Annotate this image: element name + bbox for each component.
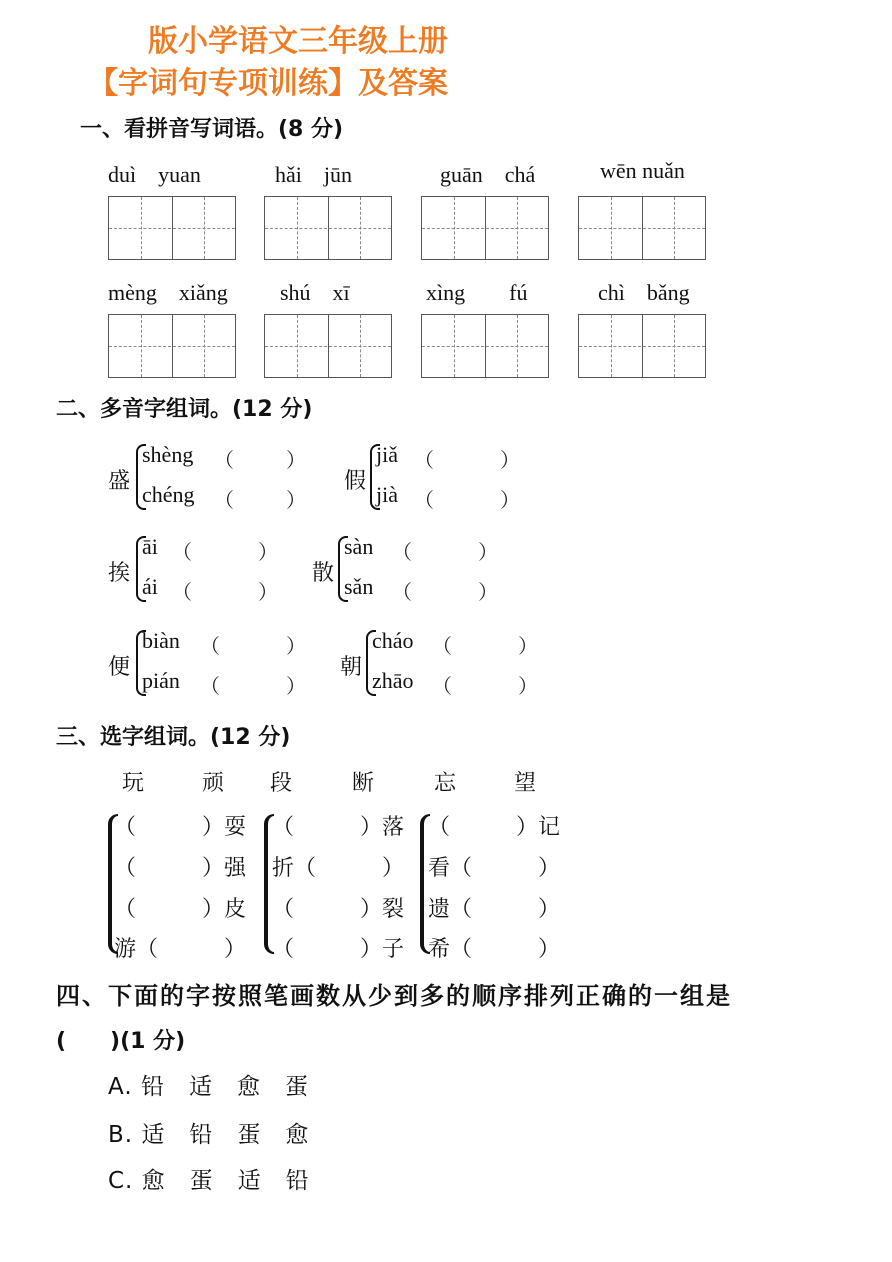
fill-item: 希（ ）	[428, 937, 561, 962]
writing-box[interactable]	[421, 314, 549, 378]
paren-close: ）	[518, 674, 538, 698]
option-a[interactable]: A. 铅 适 愈 蛋	[108, 1074, 309, 1100]
pinyin-label: guān chá	[440, 162, 536, 187]
pinyin-label: chì bǎng	[598, 280, 690, 305]
pinyin-label: hǎi jūn	[275, 162, 352, 187]
paren-close: ）	[286, 488, 306, 512]
paren-close: ）	[500, 448, 520, 472]
polyphone-char: 便	[108, 655, 131, 680]
fill-item: 折（ ）	[272, 856, 405, 881]
choice-char: 顽	[202, 771, 225, 796]
pinyin-label: mèng xiǎng	[108, 280, 228, 305]
section4-score: ( )(1 分)	[56, 1029, 186, 1054]
choice-char: 望	[514, 771, 537, 796]
section3-title: 三、选字组词。(12 分)	[56, 725, 291, 750]
fill-item: （ ）强	[114, 856, 247, 881]
writing-box[interactable]	[108, 196, 236, 260]
paren-open: （	[414, 488, 434, 512]
writing-box[interactable]	[578, 196, 706, 260]
option-c[interactable]: C. 愈 蛋 适 铅	[108, 1168, 310, 1194]
doc-title-line1: 版小学语文三年级上册	[148, 24, 448, 59]
choice-char: 玩	[122, 771, 145, 796]
reading: āi	[142, 534, 158, 559]
paren-open: （	[392, 540, 412, 564]
polyphone-char: 盛	[108, 469, 131, 494]
fill-item: 遗（ ）	[428, 897, 561, 922]
fill-item: 游（ ）	[114, 937, 247, 962]
fill-item: （ ）落	[272, 815, 405, 840]
section4-title: 四、下面的字按照笔画数从少到多的顺序排列正确的一组是	[56, 982, 732, 1010]
polyphone-char: 挨	[108, 561, 131, 586]
paren-open: （	[200, 674, 220, 698]
paren-close: ）	[500, 488, 520, 512]
fill-item: （ ）裂	[272, 897, 405, 922]
writing-box[interactable]	[108, 314, 236, 378]
option-b[interactable]: B. 适 铅 蛋 愈	[108, 1122, 310, 1148]
reading: sǎn	[344, 574, 374, 599]
polyphone-char: 朝	[340, 655, 363, 680]
reading: pián	[142, 668, 180, 693]
fill-item: （ ）耍	[114, 815, 247, 840]
paren-open: （	[214, 448, 234, 472]
paren-open: （	[172, 540, 192, 564]
paren-open: （	[414, 448, 434, 472]
polyphone-char: 假	[344, 469, 367, 494]
pinyin-label: wēn nuǎn	[600, 158, 685, 183]
reading: ái	[142, 574, 158, 599]
polyphone-char: 散	[312, 561, 335, 586]
paren-close: ）	[258, 540, 278, 564]
paren-close: ）	[258, 580, 278, 604]
fill-item: （ ）子	[272, 937, 405, 962]
paren-close: ）	[478, 540, 498, 564]
fill-item: （ ）皮	[114, 897, 247, 922]
reading: shèng	[142, 442, 194, 467]
doc-title-line2: 【字词句专项训练】及答案	[88, 66, 448, 101]
paren-close: ）	[518, 634, 538, 658]
fill-item: 看（ ）	[428, 856, 561, 881]
writing-box[interactable]	[264, 196, 392, 260]
paren-open: （	[172, 580, 192, 604]
paren-open: （	[392, 580, 412, 604]
reading: zhāo	[372, 668, 414, 693]
paren-close: ）	[478, 580, 498, 604]
pinyin-label: shú xī	[280, 280, 350, 305]
reading: biàn	[142, 628, 180, 653]
writing-box[interactable]	[264, 314, 392, 378]
reading: chéng	[142, 482, 195, 507]
paren-open: （	[214, 488, 234, 512]
reading: cháo	[372, 628, 414, 653]
paren-close: ）	[286, 448, 306, 472]
choice-char: 断	[352, 771, 375, 796]
reading: jiǎ	[376, 442, 398, 467]
paren-open: （	[432, 634, 452, 658]
paren-close: ）	[286, 634, 306, 658]
fill-item: （ ）记	[428, 815, 561, 840]
paren-open: （	[200, 634, 220, 658]
writing-box[interactable]	[421, 196, 549, 260]
paren-open: （	[432, 674, 452, 698]
choice-char: 忘	[434, 771, 457, 796]
pinyin-label: duì yuan	[108, 162, 201, 187]
reading: sàn	[344, 534, 374, 559]
section1-title: 一、看拼音写词语。(8 分)	[80, 117, 344, 142]
paren-close: ）	[286, 674, 306, 698]
pinyin-label: xìng fú	[426, 280, 528, 305]
writing-box[interactable]	[578, 314, 706, 378]
reading: jià	[376, 482, 398, 507]
section2-title: 二、多音字组词。(12 分)	[56, 397, 313, 422]
choice-char: 段	[270, 771, 293, 796]
